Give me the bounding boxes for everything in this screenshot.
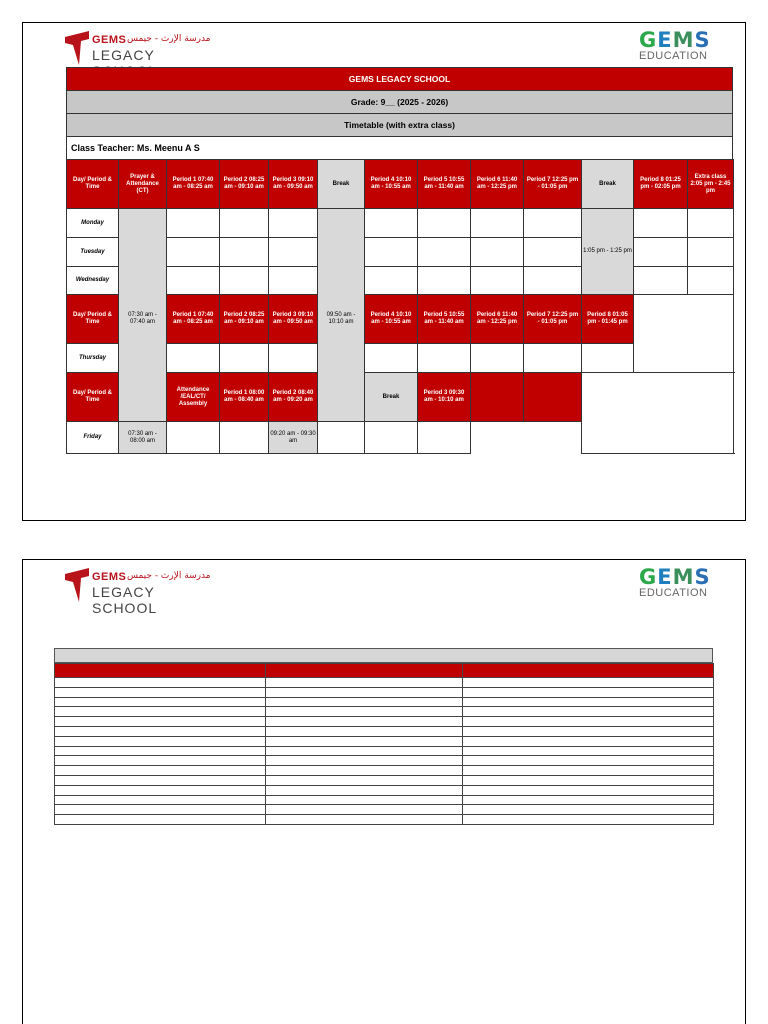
table-cell bbox=[524, 209, 582, 238]
blank-cell bbox=[463, 736, 714, 746]
table-cell bbox=[365, 344, 418, 373]
table-cell bbox=[418, 344, 471, 373]
table-cell bbox=[688, 238, 734, 267]
header-period-3: Period 3 09:10 am - 09:50 am bbox=[269, 160, 318, 209]
blank-cell bbox=[266, 756, 463, 766]
blank-cell bbox=[266, 717, 463, 727]
blank-table-page bbox=[22, 559, 746, 1024]
school-name: LEGACY bbox=[92, 47, 155, 63]
blank-header-cell bbox=[463, 664, 714, 678]
blank-cell bbox=[55, 736, 266, 746]
table-cell bbox=[634, 267, 688, 295]
gems-education-mark: GEMS bbox=[639, 28, 711, 52]
header-day-period: Day/ Period & Time bbox=[67, 295, 119, 344]
timetable-title: GEMS LEGACY SCHOOL bbox=[66, 67, 733, 90]
blank-cell bbox=[55, 815, 266, 825]
table-cell bbox=[524, 267, 582, 295]
blank-cell bbox=[55, 697, 266, 707]
blank-cell bbox=[463, 726, 714, 736]
table-cell bbox=[524, 344, 582, 373]
table-cell bbox=[688, 267, 734, 295]
table-cell bbox=[418, 267, 471, 295]
blank-cell bbox=[463, 717, 714, 727]
blank-cell bbox=[463, 815, 714, 825]
table-cell bbox=[167, 238, 220, 267]
flag-logo-icon bbox=[65, 31, 89, 65]
table-cell bbox=[418, 209, 471, 238]
header-break: Break bbox=[365, 373, 418, 422]
header-period-5: Period 5 10:55 am - 11:40 am bbox=[418, 160, 471, 209]
blank-cell bbox=[55, 756, 266, 766]
header-period-7: Period 7 12:25 pm - 01:05 pm bbox=[524, 160, 582, 209]
header-attendance: Attendance /EAL/CT/ Assembly bbox=[167, 373, 220, 422]
arabic-school-name: مدرسة الإرث - جيمس bbox=[127, 571, 211, 581]
blank-cell bbox=[55, 726, 266, 736]
blank-table-title-band bbox=[54, 648, 713, 663]
table-cell bbox=[634, 238, 688, 267]
arabic-school-name: مدرسة الإرث - جيمس bbox=[127, 34, 211, 44]
table-cell bbox=[269, 209, 318, 238]
school-logo bbox=[65, 568, 215, 616]
header-period-2: Period 2 08:25 am - 09:10 am bbox=[220, 160, 269, 209]
blank-cell bbox=[266, 805, 463, 815]
header-break-1: Break bbox=[318, 160, 365, 209]
header-period-1: Period 1 07:40 am - 08:25 am bbox=[167, 160, 220, 209]
day-monday: Monday bbox=[67, 209, 119, 238]
header-empty bbox=[524, 373, 582, 422]
table-cell bbox=[220, 209, 269, 238]
blank-cell bbox=[266, 815, 463, 825]
gems-mark: GEMS bbox=[92, 571, 127, 583]
timetable-subtitle: Timetable (with extra class) bbox=[66, 113, 733, 136]
header-period-1: Period 1 08:00 am - 08:40 am bbox=[220, 373, 269, 422]
table-cell bbox=[365, 238, 418, 267]
table-cell bbox=[167, 344, 220, 373]
blank-cell bbox=[55, 707, 266, 717]
header-period-5: Period 5 10:55 am - 11:40 am bbox=[418, 295, 471, 344]
table-cell bbox=[220, 267, 269, 295]
table-cell bbox=[269, 344, 318, 373]
blank-cell bbox=[266, 775, 463, 785]
header-period-3: Period 3 09:10 am - 09:50 am bbox=[269, 295, 318, 344]
day-wednesday: Wednesday bbox=[67, 267, 119, 295]
school-name: LEGACY SCHOOL bbox=[92, 584, 158, 616]
header-period-6: Period 6 11:40 am - 12:25 pm bbox=[471, 160, 524, 209]
table-cell bbox=[471, 267, 524, 295]
blank-cell bbox=[463, 766, 714, 776]
blank-header-cell bbox=[55, 664, 266, 678]
table-cell bbox=[418, 422, 471, 454]
table-cell bbox=[471, 344, 524, 373]
header-period-8: Period 8 01:25 pm - 02:05 pm bbox=[634, 160, 688, 209]
table-cell bbox=[220, 422, 269, 454]
header-break-2: Break bbox=[582, 160, 634, 209]
header-day-period: Day/ Period & Time bbox=[67, 160, 119, 209]
friday-attendance-time: 07:30 am - 08:00 am bbox=[119, 422, 167, 454]
header-empty bbox=[471, 373, 524, 422]
table-cell bbox=[167, 209, 220, 238]
table-cell bbox=[582, 344, 634, 373]
blank-cell bbox=[55, 795, 266, 805]
table-cell bbox=[471, 238, 524, 267]
table-cell bbox=[524, 238, 582, 267]
blank-cell bbox=[266, 697, 463, 707]
gems-mark: GEMS bbox=[92, 34, 127, 46]
header-day-period: Day/ Period & Time bbox=[67, 373, 119, 422]
flag-logo-icon bbox=[65, 568, 89, 602]
blank-cell bbox=[55, 775, 266, 785]
blank-cell bbox=[55, 687, 266, 697]
table-cell bbox=[167, 422, 220, 454]
table-cell bbox=[318, 422, 365, 454]
blank-cell bbox=[55, 717, 266, 727]
blank-cell bbox=[55, 785, 266, 795]
gems-education-mark: GEMS bbox=[639, 565, 711, 589]
table-cell bbox=[634, 209, 688, 238]
blank-cell bbox=[266, 707, 463, 717]
table-cell bbox=[269, 238, 318, 267]
blank-cell bbox=[463, 756, 714, 766]
table-cell bbox=[688, 209, 734, 238]
table-cell bbox=[471, 209, 524, 238]
header-prayer: Prayer & Attendance (CT) bbox=[119, 160, 167, 209]
header-period-7: Period 7 12:25 pm - 01:05 pm bbox=[524, 295, 582, 344]
blank-cell bbox=[266, 736, 463, 746]
blank-cell bbox=[463, 795, 714, 805]
blank-cell bbox=[55, 805, 266, 815]
blank-cell bbox=[266, 687, 463, 697]
table-cell bbox=[167, 267, 220, 295]
header-period-3: Period 3 09:30 am - 10:10 am bbox=[418, 373, 471, 422]
prayer-time-cell: 07:30 am - 07:40 am bbox=[119, 209, 167, 422]
table-cell bbox=[269, 267, 318, 295]
timetable-grid bbox=[66, 159, 734, 454]
education-text: EDUCATION bbox=[639, 50, 708, 62]
blank-cell bbox=[463, 785, 714, 795]
education-text: EDUCATION bbox=[639, 587, 708, 599]
blank-cell bbox=[266, 746, 463, 756]
grade-label: Grade: 9__ (2025 - 2026) bbox=[66, 90, 733, 113]
break-1-time-cell: 09:50 am - 10:10 am bbox=[318, 209, 365, 422]
header-period-8: Period 8 01:05 pm - 01:45 pm bbox=[582, 295, 634, 344]
header-period-4: Period 4 10:10 am - 10:55 am bbox=[365, 160, 418, 209]
table-cell bbox=[365, 422, 418, 454]
header-period-2: Period 2 08:25 am - 09:10 am bbox=[220, 295, 269, 344]
gems-education-logo bbox=[639, 567, 715, 601]
header-period-2: Period 2 08:40 am - 09:20 am bbox=[269, 373, 318, 422]
friday-break-time: 09:20 am - 09:30 am bbox=[269, 422, 318, 454]
blank-cell bbox=[463, 707, 714, 717]
header-period-4: Period 4 10:10 am - 10:55 am bbox=[365, 295, 418, 344]
blank-cell bbox=[266, 766, 463, 776]
day-tuesday: Tuesday bbox=[67, 238, 119, 267]
blank-table bbox=[54, 648, 713, 825]
day-friday: Friday bbox=[67, 422, 119, 454]
blank-cell bbox=[266, 726, 463, 736]
table-cell bbox=[220, 238, 269, 267]
blank-table-grid bbox=[54, 663, 714, 825]
blank-cell bbox=[463, 687, 714, 697]
blank-cell bbox=[55, 746, 266, 756]
gems-education-logo bbox=[639, 30, 715, 64]
school-logo bbox=[65, 31, 215, 67]
table-cell bbox=[365, 267, 418, 295]
header-period-6: Period 6 11:40 am - 12:25 pm bbox=[471, 295, 524, 344]
day-thursday: Thursday bbox=[67, 344, 119, 373]
blank-cell bbox=[266, 795, 463, 805]
timetable bbox=[66, 67, 733, 454]
blank-cell bbox=[266, 678, 463, 688]
blank-cell bbox=[55, 766, 266, 776]
header-period-1: Period 1 07:40 am - 08:25 am bbox=[167, 295, 220, 344]
blank-cell bbox=[266, 785, 463, 795]
table-cell bbox=[418, 238, 471, 267]
blank-cell bbox=[463, 805, 714, 815]
table-cell bbox=[220, 344, 269, 373]
blank-header-cell bbox=[266, 664, 463, 678]
timetable-page bbox=[22, 22, 746, 521]
break-2-time-cell: 1:05 pm - 1:25 pm bbox=[582, 209, 634, 295]
blank-cell bbox=[463, 746, 714, 756]
class-teacher: Class Teacher: Ms. Meenu A S bbox=[66, 136, 733, 159]
blank-cell bbox=[463, 775, 714, 785]
header-extra-class: Extra class 2:05 pm - 2:45 pm bbox=[688, 160, 734, 209]
blank-cell bbox=[55, 678, 266, 688]
table-cell bbox=[365, 209, 418, 238]
blank-cell bbox=[463, 678, 714, 688]
blank-cell bbox=[463, 697, 714, 707]
